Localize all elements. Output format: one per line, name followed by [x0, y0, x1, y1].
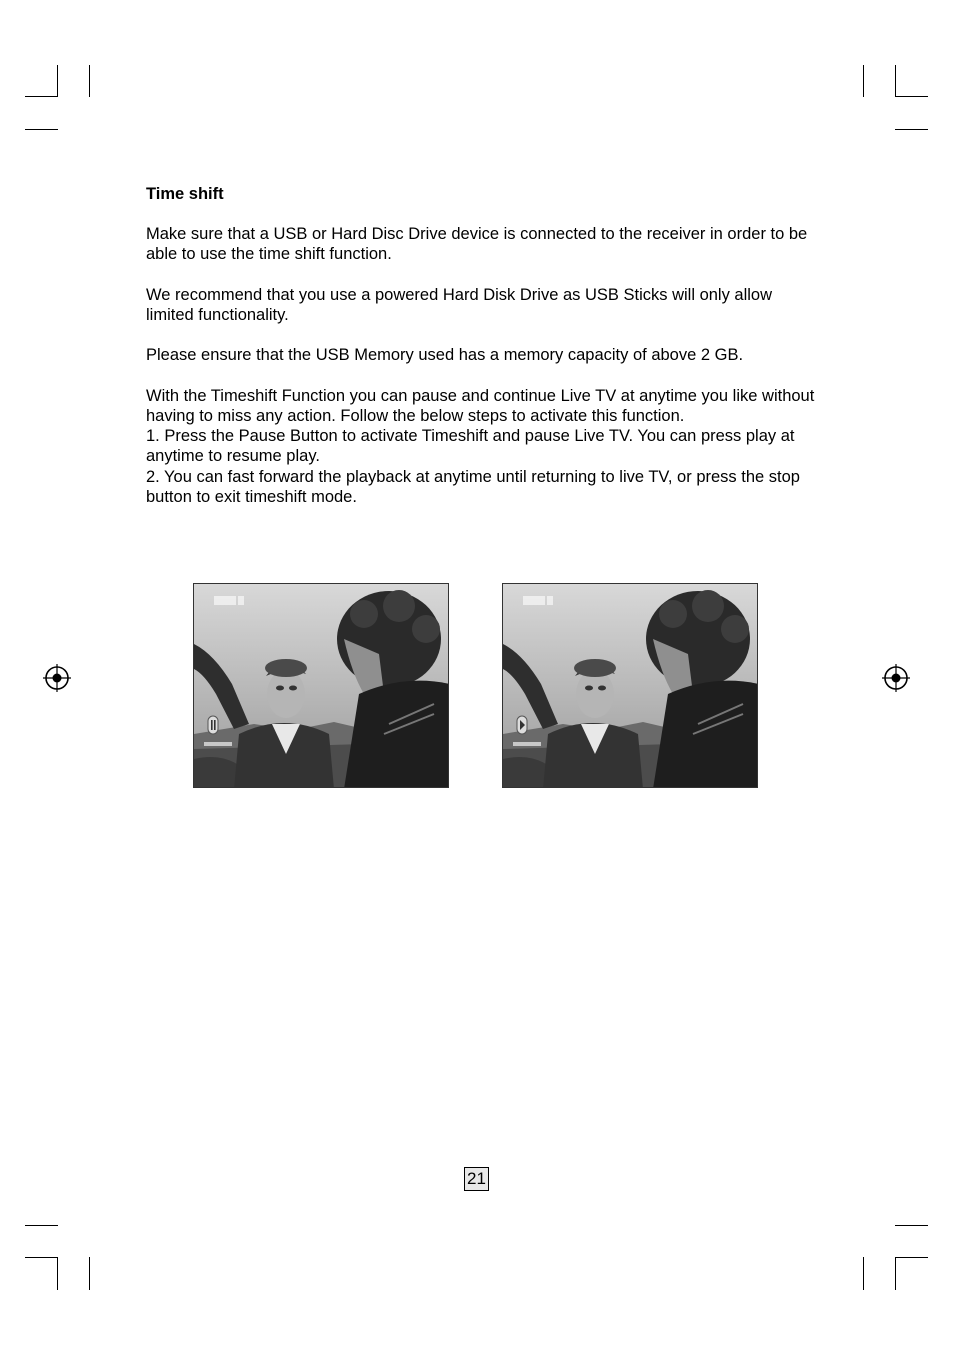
crop-mark [895, 96, 928, 97]
screenshot-pause [193, 583, 449, 788]
paragraph-hdd-recommendation: We recommend that you use a powered Hard Disk Drive as USB Sticks will only allow limited functionality. [146, 285, 773, 324]
crop-mark [895, 129, 928, 130]
crop-mark [25, 96, 58, 97]
crop-mark [895, 1257, 928, 1258]
crop-mark [25, 1257, 58, 1258]
crop-mark [863, 1257, 864, 1290]
crop-mark [25, 129, 58, 130]
paragraph-usb-requirement: Make sure that a USB or Hard Disc Drive device is connected to the receiver in order to be able to use the time shift function. [146, 225, 808, 264]
registration-mark-icon [882, 664, 910, 692]
crop-mark [57, 65, 58, 97]
registration-mark-icon [43, 664, 71, 692]
crop-mark [895, 1257, 896, 1290]
tv-frame-image [194, 584, 449, 788]
tv-frame-image [503, 584, 758, 788]
step-2: 2. You can fast forward the playback at anytime until returning to live TV, or press the stop button to exit timeshift mode. [146, 467, 800, 506]
crop-mark [863, 65, 864, 97]
section-heading: Time shift [146, 185, 224, 203]
crop-mark [25, 1225, 58, 1226]
text-content [146, 184, 816, 507]
crop-mark [57, 1257, 58, 1290]
crop-mark [89, 1257, 90, 1290]
crop-mark [895, 65, 896, 97]
step-1: 1. Press the Pause Button to activate Timeshift and pause Live TV. You can press play at anytime to resume play. [146, 427, 795, 466]
screenshot-play [502, 583, 758, 788]
crop-mark [89, 65, 90, 97]
page-number: 21 [464, 1167, 489, 1191]
paragraph-timeshift-intro: With the Timeshift Function you can pause and continue Live TV at anytime you like without having to miss any action. Follow the below steps to activate this function. [146, 386, 815, 425]
paragraph-memory-capacity: Please ensure that the USB Memory used has a memory capacity of above 2 GB. [146, 346, 744, 365]
crop-mark [895, 1225, 928, 1226]
